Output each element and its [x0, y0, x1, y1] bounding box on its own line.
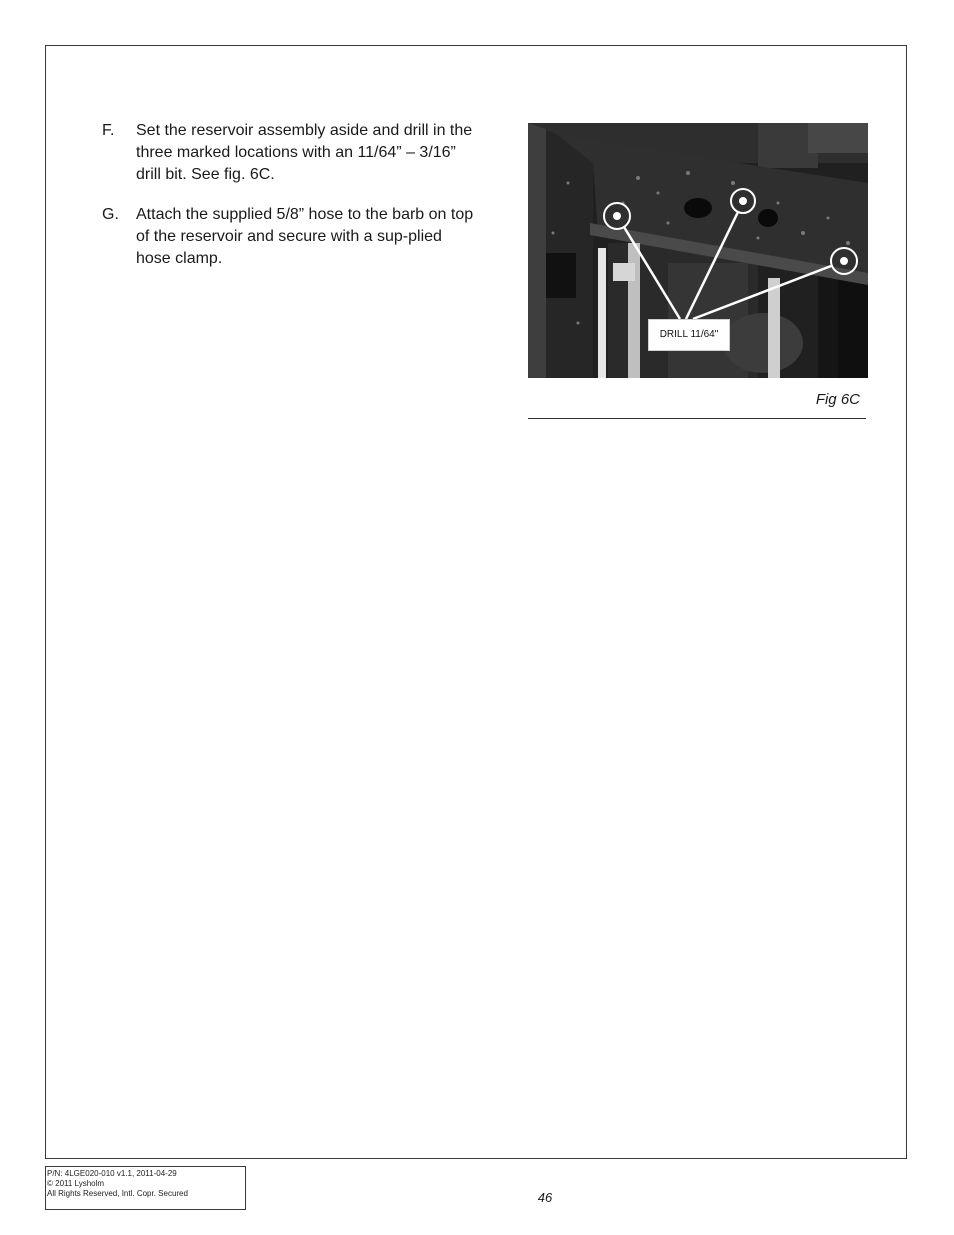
part-number: P/N: 4LGE020-010 v1.1, 2011-04-29 — [47, 1169, 177, 1178]
page-number: 46 — [537, 1190, 553, 1205]
figure-caption: Fig 6C — [815, 391, 860, 408]
drill-callout: DRILL 11/64" — [648, 319, 730, 351]
step-text: Set the reservoir assembly aside and drill in the three marked locations with an 11/64” – 3/16” drill bit. See fig. 6C. — [136, 122, 473, 183]
footer-info-box — [45, 1166, 246, 1210]
step-text: Attach the supplied 5/8” hose to the barb on top of the reservoir and secure with a sup-plied hose clamp. — [136, 206, 474, 267]
caption-divider — [528, 418, 866, 419]
figure-photo — [528, 123, 868, 378]
step-letter: G. — [102, 206, 119, 223]
rights-notice: All Rights Reserved, Intl. Copr. Secured — [47, 1189, 188, 1198]
step-letter: F. — [102, 122, 115, 139]
copyright: © 2011 Lysholm — [47, 1179, 105, 1188]
